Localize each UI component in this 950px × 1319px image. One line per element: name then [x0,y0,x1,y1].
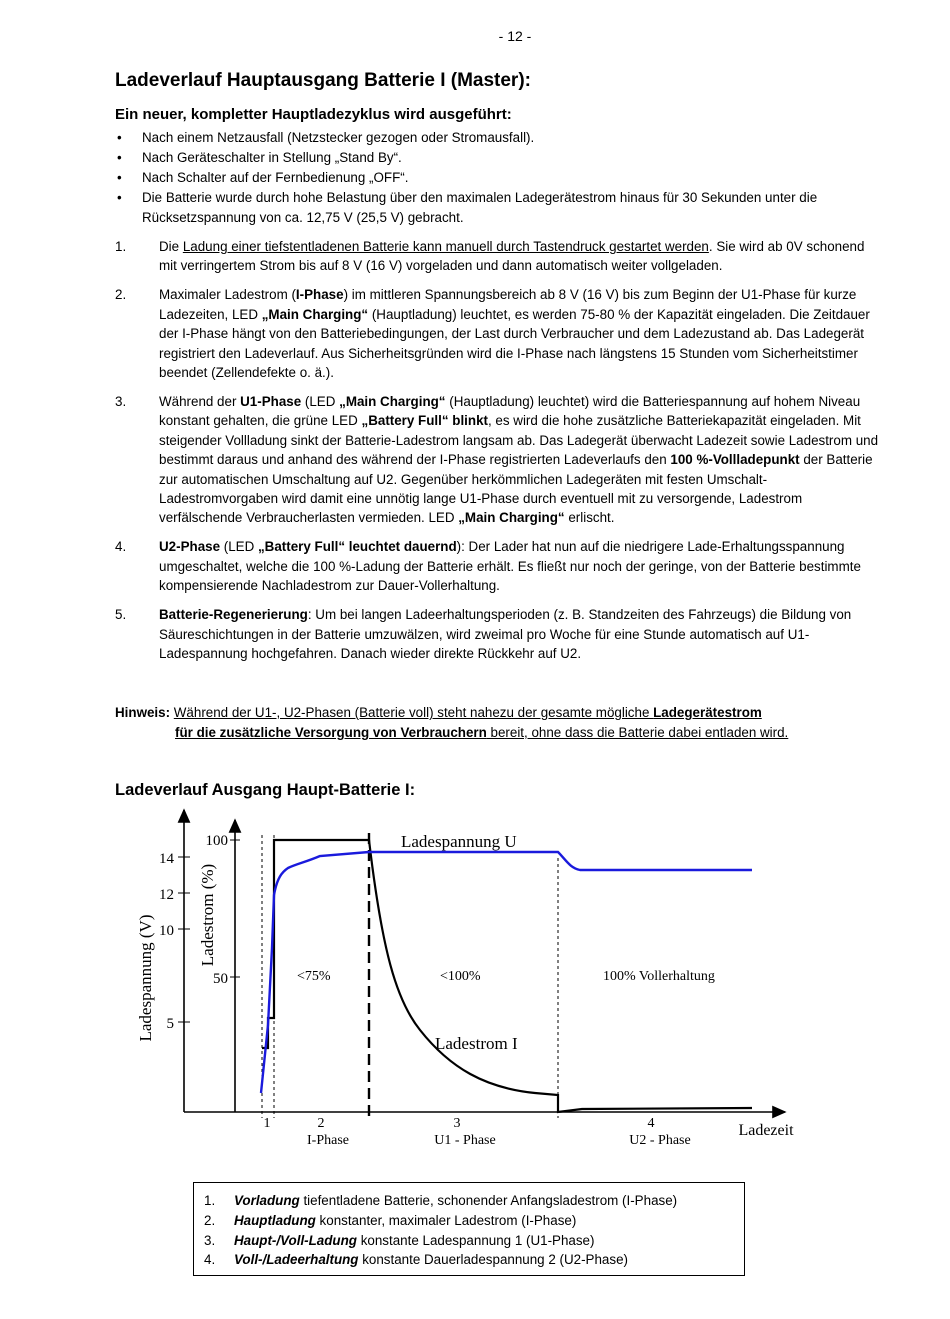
list-item: • Nach Geräteschalter in Stellung „Stand By“. [115,148,885,168]
tick-label: 5 [166,1016,174,1032]
phase-legend-box [193,1182,745,1276]
tick-label: 14 [159,851,174,867]
list-item: • Die Batterie wurde durch hohe Belastung über den maximalen Ladegerätestrom hinaus für 30 Sekunden unter die Rücksetzspannung von ca. 12,75 V (25,5 V) gebracht. [115,188,885,228]
chart-heading: Ladeverlauf Ausgang Haupt-Batterie I: [115,781,416,799]
voltage-ticks [159,851,190,1032]
step-number: 5. [115,607,127,623]
step-number: 2. [115,287,127,303]
step-1: 1. Die Ladung einer tiefstentladenen Batterie kann manuell durch Tastendruck gestartet werden. Sie wird ab 0V schonend mit verringertem Strom bis auf 8 V (16 V) vorgeladen und dann automatisch weiter vollgeladen. [115,239,865,274]
region-label: 100% Vollerhaltung [603,969,715,984]
step-2: 2. Maximaler Ladestrom (I-Phase) im mittleren Spannungsbereich ab 8 V (16 V) bis zum Beginn der U1-Phase für kurze Ladezeiten, LED „Main Charging“ (Hauptladung) leuchtet, es werden 75-80 % der Kapazität eingeladen. Die Zeitdauer der I-Phase hängt von den Batteriebedingungen, der Last durch Verbraucher und dem Ladezustand ab. Das Ladegerät registriert den Ladeverlauf. Aus Sicherheitsgründen wird die I-Phase nach längstens 15 Stunden vom Sicherheitstimer beendet (Zellendefekte o. ä.). [115,287,870,381]
phase-name: U1 - Phase [434,1133,496,1148]
tick-label: 50 [213,971,228,987]
phase-name: I-Phase [307,1133,349,1148]
hint-note: Hinweis: Während der U1-, U2-Phasen (Batterie voll) steht nahezu der gesamte mögliche Ladegerätestrom für die zusätzliche Versorgung von Verbrauchern bereit, ohne dass die Batterie dabei entladen wird. [115,705,789,740]
legend-row: 3. Haupt-/Voll-Ladung konstante Ladespannung 1 (U1-Phase) [204,1232,595,1248]
step-3: 3. Während der U1-Phase (LED „Main Charging“ (Hauptladung) leuchtet) wird die Batteriespannung auf hohem Niveau konstant gehalten, die grüne LED „Battery Full“ blinkt, es wird die hohe zusätzliche Batteriekapazität eingeladen. Mit steigender Vollladung sinkt der Batterie-Ladestrom langsam ab. Das Ladegerät überwacht Ladezeit sowie Ladestrom und bestimmt daraus und anhand des während der I-Phase registrierten Ladeverlaufs den 100 %-Vollladepunkt der Batterie zur automatischen Umschaltung auf U2. Gegenüber herkömmlichen Ladegeräten mit festen Umschalt-Ladestromvorgaben wird damit eine unnötig lange U1-Phase durch eventuell mit zu versorgende, Ladestrom verfälschende Verbraucherlasten vermieden. LED „Main Charging“ erlischt. [115,394,879,526]
tick-label: 100 [205,833,228,849]
step-5: 5. Batterie-Regenerierung: Um bei langen Ladeerhaltungsperioden (z. B. Standzeiten des Fahrzeugs) die Bildung von Säureschichtungen in der Batterie umzuwälzen, wird zweimal pro Woche für eine Stunde automatisch auf U1-Ladespannung hochgefahren. Danach wieder direkte Rückkehr auf U2. [115,607,852,662]
step-number: 3. [115,394,127,410]
step-number: 4. [115,539,127,555]
list-item: • Nach Schalter auf der Fernbedienung „OFF“. [115,168,885,188]
step-number: 1. [115,239,127,254]
legend-row: 4. Voll-/Ladeerhaltung konstante Dauerladespannung 2 (U2-Phase) [204,1252,628,1268]
phase-number: 2 [317,1116,325,1131]
phase-number: 1 [263,1116,271,1131]
underlined-text: Ladung einer tiefstentladenen Batterie kann manuell durch Tastendruck gestartet werden [182,239,709,254]
region-label: <100% [440,969,481,984]
section-subtitle: Ein neuer, kompletter Hauptladezyklus wird ausgeführt: [115,106,512,123]
phase-number: 4 [647,1116,655,1131]
x-axis-label: Ladezeit [738,1122,794,1139]
tick-label: 10 [159,923,174,939]
tick-label: 12 [159,887,174,903]
y-axis-label-voltage: Ladespannung (V) [136,914,155,1042]
phase-steps [115,237,885,673]
legend-row: 2. Hauptladung konstanter, maximaler Ladestrom (I-Phase) [204,1212,577,1228]
legend-row: 1. Vorladung tiefentladene Batterie, schonender Anfangsladestrom (I-Phase) [204,1193,678,1208]
hint-label: Hinweis: [115,705,171,720]
list-item: • Nach einem Netzausfall (Netzstecker gezogen oder Stromausfall). [115,128,885,148]
page-number: - 12 - [498,28,532,44]
phase-name: U2 - Phase [629,1133,691,1148]
page-title: Ladeverlauf Hauptausgang Batterie I (Master): [115,70,531,91]
trigger-list [115,128,885,228]
y-axis-label-current: Ladestrom (%) [198,863,217,967]
charging-curve-chart [120,800,820,1160]
region-label: <75% [297,969,331,984]
series-label-voltage: Ladespannung U [401,832,517,851]
series-label-current: Ladestrom I [435,1034,518,1053]
phase-number: 3 [453,1116,461,1131]
step-4: 4. U2-Phase (LED „Battery Full“ leuchtet dauernd): Der Lader hat nun auf die niedrigere Lade-Erhaltungsspannung umgeschaltet, welche die 100 %-Ladung der Batterie erhält. Es fließt nur noch der geringe, von der Batterie bestimmte kompensierende Nachladestrom zur Dauer-Vollerhaltung. [115,539,861,594]
